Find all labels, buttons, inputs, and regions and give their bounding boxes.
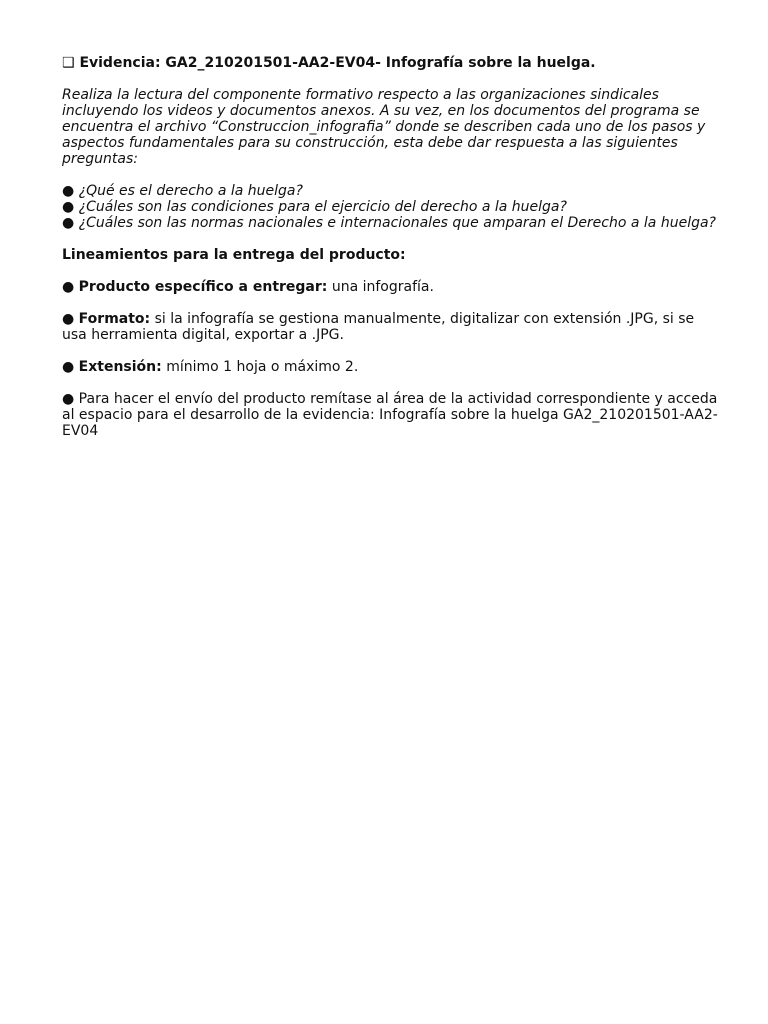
question-text: ¿Cuáles son las normas nacionales e internacionales que amparan el Derecho a la huelga? (78, 215, 716, 231)
question-text: ¿Cuáles son las condiciones para el ejercicio del derecho a la huelga? (78, 199, 567, 215)
bullet-icon: ● (62, 279, 75, 295)
guideline-text: una infografía. (327, 279, 434, 295)
guideline-text: si la infografía se gestiona manualmente, digitalizar con extensión .JPG, si se usa herramienta digital, exportar a .JPG. (62, 311, 695, 343)
question-item (62, 215, 722, 231)
bullet-icon: ● (62, 215, 75, 231)
checkbox-icon: ❑ (62, 55, 75, 71)
intro-paragraph: Realiza la lectura del componente formativo respecto a las organizaciones sindicales incluyendo los videos y documentos anexos. A su vez, en los documentos del programa se encuentra el archivo “Construccion_infografia” donde se describen cada uno de los pasos y aspectos fundamentales para su construcción, esta debe dar respuesta a las siguientes preguntas: (62, 87, 706, 167)
guidelines-title: Lineamientos para la entrega del producto: (62, 247, 406, 263)
bullet-icon: ● (62, 391, 75, 407)
guideline-label: Producto específico a entregar: (78, 279, 328, 295)
question-item (62, 199, 722, 215)
document-page (62, 55, 722, 439)
guideline-text: Para hacer el envío del producto remítase al área de la actividad correspondiente y acceda al espacio para el desarrollo de la evidencia: Infografía sobre la huelga GA2_210201501-AA2-EV04 (62, 391, 718, 439)
guideline-label: Extensión: (78, 359, 162, 375)
guideline-item (62, 311, 722, 343)
guideline-item (62, 359, 722, 375)
evidence-title: Evidencia: GA2_210201501-AA2-EV04- Infografía sobre la huelga. (79, 55, 596, 71)
guideline-text: mínimo 1 hoja o máximo 2. (161, 359, 359, 375)
guideline-label: Formato: (78, 311, 151, 327)
guideline-item (62, 279, 722, 295)
question-item (62, 183, 722, 199)
bullet-icon: ● (62, 183, 75, 199)
evidence-heading (62, 55, 722, 71)
guideline-item (62, 391, 722, 439)
bullet-icon: ● (62, 359, 75, 375)
bullet-icon: ● (62, 311, 75, 327)
question-text: ¿Qué es el derecho a la huelga? (78, 183, 303, 199)
bullet-icon: ● (62, 199, 75, 215)
